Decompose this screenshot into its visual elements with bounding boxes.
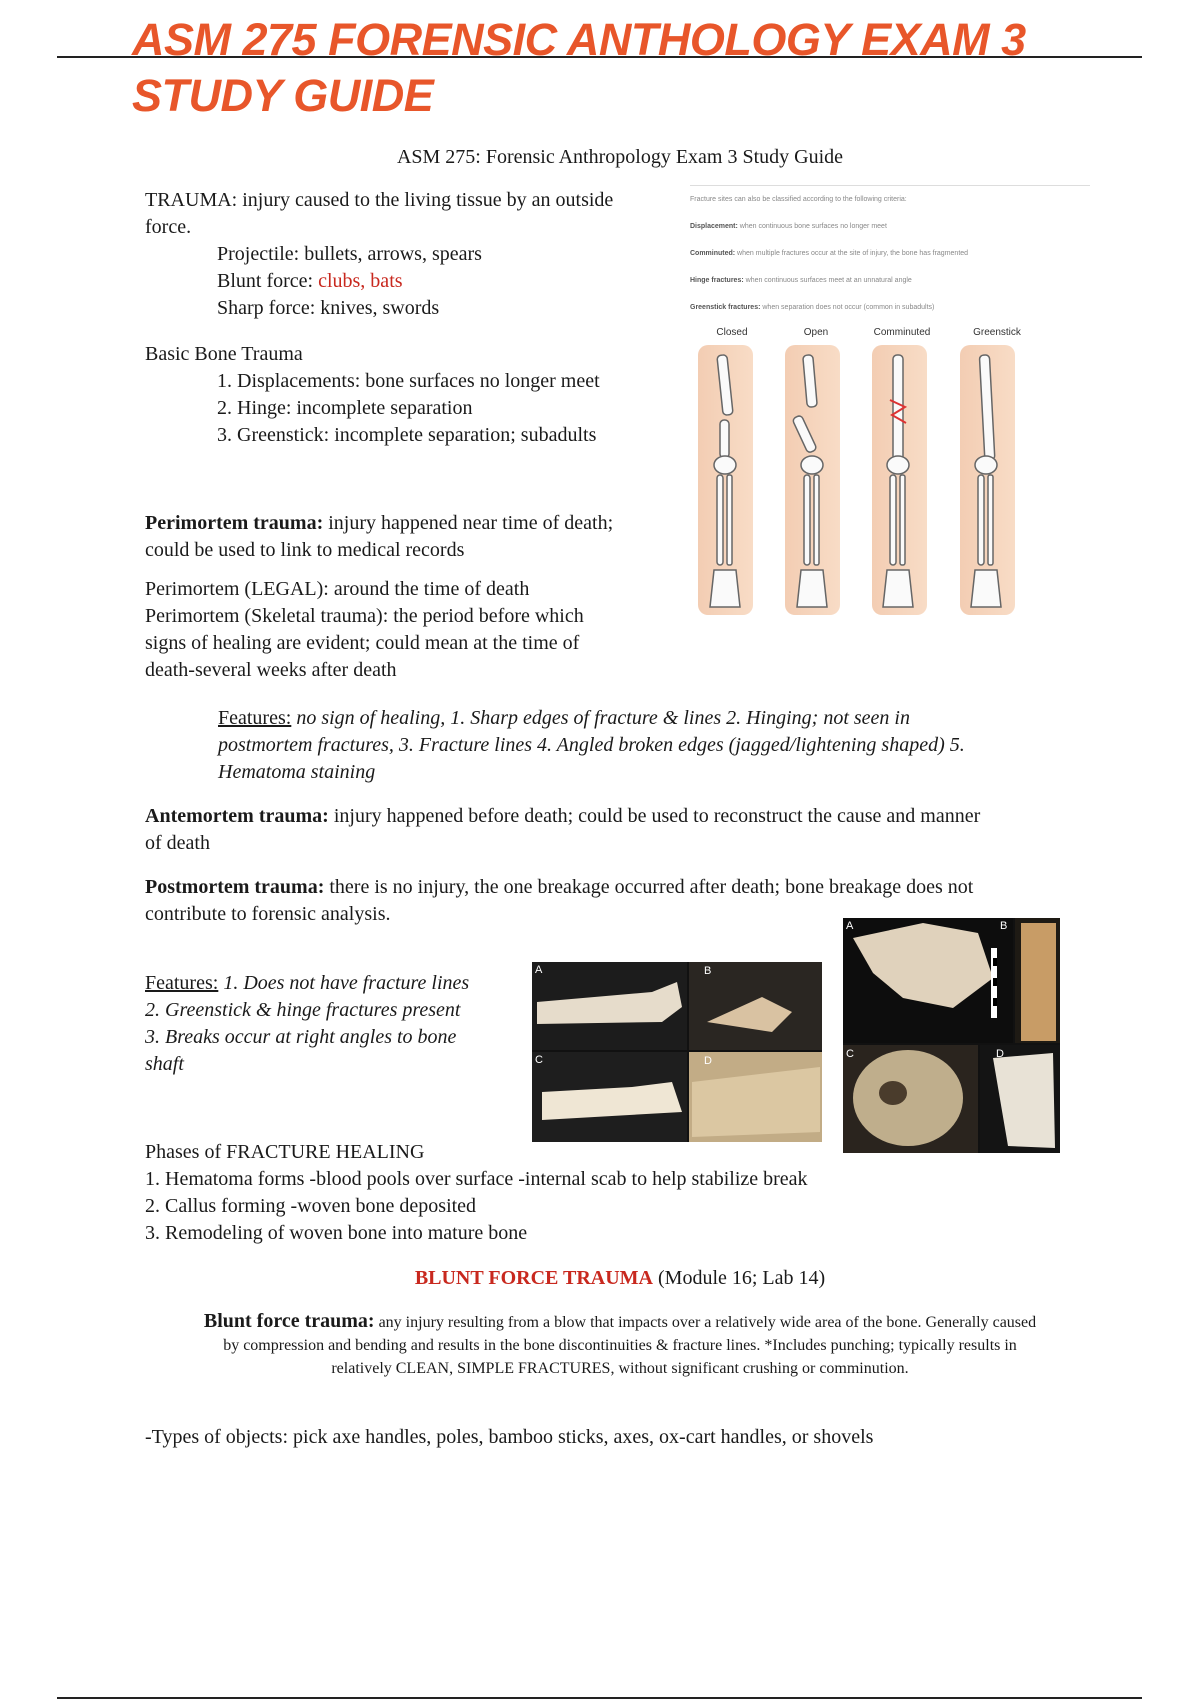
legend-line: Displacement: when continuous bone surfaces no longer meet (690, 223, 887, 230)
list-item: 3. Greenstick: incomplete separation; subadults (217, 424, 597, 446)
projectile-line: Projectile: bullets, arrows, spears (217, 243, 482, 265)
legend-line: Fracture sites can also be classified according to the following criteria: (690, 196, 907, 203)
photo-label: C (846, 1048, 854, 1060)
blunt-force-objects: -Types of objects: pick axe handles, poles, bamboo sticks, axes, ox-cart handles, or shovels (145, 1426, 874, 1448)
sharp-force-line: Sharp force: knives, swords (217, 297, 440, 319)
fracture-healing-section (145, 1139, 1095, 1247)
perimortem-features: Features: no sign of healing, 1. Sharp edges of fracture & lines 2. Hinging; not seen in postmortem fractures, 3. Fracture lines 4. Angled broken edges (jagged/lightening shaped) 5. Hematoma staining (218, 707, 965, 783)
antemortem-section: Antemortem trauma: injury happened before death; could be used to reconstruct the cause and manner of death (145, 805, 981, 854)
basic-bone-trauma-section (145, 341, 685, 449)
fracture-label-greenstick: Greenstick (973, 327, 1021, 338)
perimortem-legal: Perimortem (LEGAL): around the time of death (145, 578, 530, 600)
fracture-label-closed: Closed (716, 327, 748, 338)
bottom-rule (57, 1697, 1142, 1699)
legend-line: Greenstick fractures: when separation does not occur (common in subadults) (690, 304, 935, 311)
postmortem-section: Postmortem trauma: there is no injury, the one breakage occurred after death; bone breakage does not contribute to forensic analysis. (145, 876, 974, 925)
photo-label: B (1000, 920, 1008, 932)
list-item: 1. Displacements: bone surfaces no longer meet (217, 370, 600, 392)
photo-label: B (704, 965, 712, 977)
perimortem-section: Perimortem trauma: injury happened near time of death; could be used to link to medical records Perimortem (LEGAL): around the time of death Perimortem (Skeletal trauma): the period before which signs of healing are evident; could mean at the time of death-several weeks after death (145, 510, 685, 684)
list-item: 2. Callus forming -woven bone deposited (145, 1195, 477, 1217)
page-title: ASM 275: Forensic Anthropology Exam 3 Study Guide (396, 146, 844, 168)
trauma-section: TRAUMA: injury caused to the living tissue by an outside force. Projectile: bullets, arrows, spears Blunt force: clubs, bats Sharp force: knives, swords (145, 187, 685, 322)
fracture-types-figure (690, 185, 1090, 645)
blunt-force-heading: BLUNT FORCE TRAUMA (Module 16; Lab 14) (414, 1267, 826, 1289)
fracture-label-comminuted: Comminuted (873, 327, 931, 338)
postmortem-bone-photos-left (532, 962, 822, 1142)
section-heading: Basic Bone Trauma (145, 343, 303, 365)
legend-line: Hinge fractures: when continuous surfaces meet at an unnatural angle (690, 277, 912, 284)
leg-skeleton-illustration (690, 345, 1090, 645)
postmortem-features: Features: 1. Does not have fracture lines 2. Greenstick & hinge fractures present 3. Breaks occur at right angles to bone shaft (145, 972, 470, 1075)
blunt-force-definition: Blunt force trauma: any injury resulting from a blow that impacts over a relatively wide area of the bone. Generally caused by compression and bending and results in the bone discontinuities & fracture lines. *Includes punching; typically results in relatively CLEAN, SIMPLE FRACTURES, without significant crushing or comminution. (203, 1310, 1037, 1377)
section-heading: Phases of FRACTURE HEALING (145, 1141, 425, 1163)
trauma-definition: TRAUMA: injury caused to the living tissue by an outside (145, 189, 614, 211)
fracture-label-open: Open (803, 327, 829, 338)
photo-label: D (704, 1055, 712, 1067)
photo-label: A (535, 964, 543, 976)
bone-photo-collage (532, 962, 822, 1142)
list-item: 3. Remodeling of woven bone into mature bone (145, 1222, 528, 1244)
photo-label: A (846, 920, 854, 932)
bone-photo-collage (843, 918, 1060, 1153)
postmortem-bone-photos-right (843, 918, 1060, 1153)
photo-label: C (535, 1054, 543, 1066)
list-item: 1. Hematoma forms -blood pools over surface -internal scab to help stabilize break (145, 1168, 808, 1190)
legend-line: Comminuted: when multiple fractures occur at the site of injury, the bone has fragmented (690, 250, 969, 257)
photo-label: D (996, 1048, 1004, 1060)
perimortem-definition: Perimortem trauma: injury happened near time of death; (145, 512, 614, 534)
list-item: 2. Hinge: incomplete separation (217, 397, 473, 419)
blunt-force-line: Blunt force: clubs, bats (217, 270, 403, 292)
document-banner-title: ASM 275 FORENSIC ANTHOLOGY EXAM 3 STUDY GUIDE (132, 14, 1026, 121)
